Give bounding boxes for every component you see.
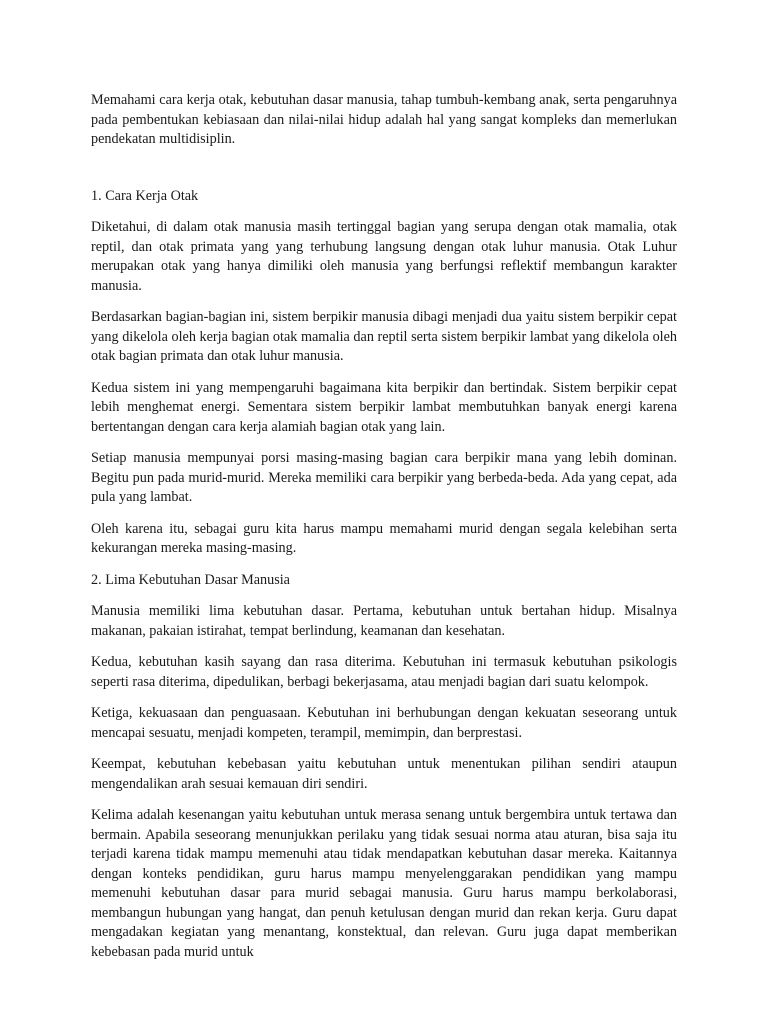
paragraph: Diketahui, di dalam otak manusia masih tertinggal bagian yang serupa dengan otak mamalia, otak reptil, dan otak primata yang yang terhubung langsung dengan otak luhur manusia. Otak Luhur merupakan otak yang hanya dimiliki oleh manusia yang berfungsi reflektif membangun karakter manusia.: [91, 219, 677, 294]
paragraph: Oleh karena itu, sebagai guru kita harus mampu memahami murid dengan segala kelebihan serta kekurangan mereka masing-masing.: [91, 520, 677, 556]
paragraph: Kedua, kebutuhan kasih sayang dan rasa diterima. Kebutuhan ini termasuk kebutuhan psikologis seperti rasa diterima, dipedulikan, berbagi bekerjasama, atau menjadi bagian dari suatu kelompok.: [91, 654, 677, 690]
document-page: [91, 91, 677, 962]
intro-paragraph: Memahami cara kerja otak, kebutuhan dasar manusia, tahap tumbuh-kembang anak, serta pengaruhnya pada pembentukan kebiasaan dan nilai-nilai hidup adalah hal yang sangat kompleks dan memerlukan pendekatan multidisiplin.: [91, 92, 677, 147]
paragraph: Ketiga, kekuasaan dan penguasaan. Kebutuhan ini berhubungan dengan kekuatan seseorang untuk mencapai sesuatu, menjadi kompeten, terampil, memimpin, dan berprestasi.: [91, 705, 677, 741]
section-heading-brain: 1. Cara Kerja Otak: [91, 187, 199, 204]
section-heading-basic-needs: 2. Lima Kebutuhan Dasar Manusia: [91, 571, 290, 588]
paragraph: Berdasarkan bagian-bagian ini, sistem berpikir manusia dibagi menjadi dua yaitu sistem berpikir cepat yang dikelola oleh kerja bagian otak mamalia dan reptil serta sistem berpikir lambat yang dikelola oleh otak bagian primata dan otak luhur manusia.: [91, 309, 677, 364]
paragraph: Kedua sistem ini yang mempengaruhi bagaimana kita berpikir dan bertindak. Sistem berpikir cepat lebih menghemat energi. Sementara sistem berpikir lambat membutuhkan banyak energi karena bertentangan dengan cara kerja alamiah bagian otak yang lain.: [91, 379, 677, 435]
paragraph: Setiap manusia mempunyai porsi masing-masing bagian cara berpikir mana yang lebih dominan. Begitu pun pada murid-murid. Mereka memiliki cara berpikir yang berbeda-beda. Ada yang cepat, ada pula yang lambat.: [91, 450, 677, 505]
paragraph: Keempat, kebutuhan kebebasan yaitu kebutuhan untuk menentukan pilihan sendiri ataupun mengendalikan arah sesuai kemauan diri sendiri.: [91, 756, 677, 792]
paragraph: Kelima adalah kesenangan yaitu kebutuhan untuk merasa senang untuk bergembira untuk tertawa dan bermain. Apabila seseorang menunjukkan perilaku yang tidak sesuai norma atau aturan, bisa saja itu terjadi karena tidak mampu memenuhi atau tidak mendapatkan kebutuhan dasar mereka. Kaitannya dengan konteks pendidikan, guru harus mampu menyelenggarakan pendidikan yang mampu memenuhi kebutuhan dasar para murid sebagai manusia. Guru harus mampu berkolaborasi, membangun hubungan yang hangat, dan penuh ketulusan dengan murid dan rekan kerja. Guru dapat mengadakan kegiatan yang menantang, konstektual, dan relevan. Guru juga dapat memberikan kebebasan pada murid untuk: [91, 807, 677, 960]
paragraph: Manusia memiliki lima kebutuhan dasar. Pertama, kebutuhan untuk bertahan hidup. Misalnya makanan, pakaian istirahat, tempat berlindung, keamanan dan kesehatan.: [91, 603, 677, 639]
